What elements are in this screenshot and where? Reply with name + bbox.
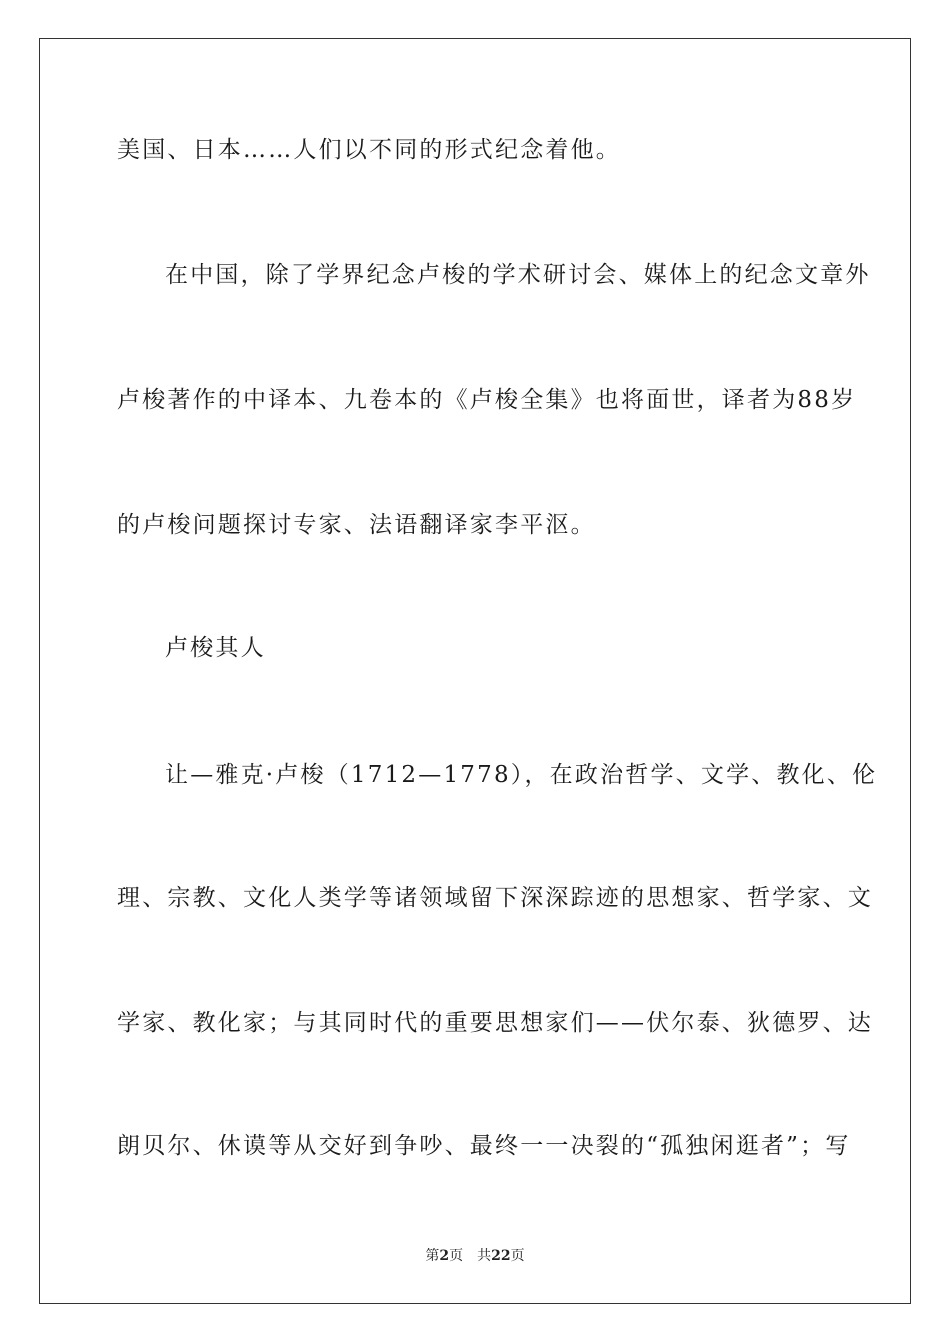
body-text-line-9: 朗贝尔、休谟等从交好到争吵、最终一一决裂的“孤独闲逛者”；写: [117, 1133, 851, 1159]
body-text-line-6: 让—雅克·卢梭（1712—1778），在政治哲学、文学、教化、伦: [165, 762, 878, 788]
body-text-line-1: 美国、日本……人们以不同的形式纪念着他。: [117, 137, 621, 163]
section-heading: 卢梭其人: [165, 635, 266, 661]
body-text-line-2: 在中国，除了学界纪念卢梭的学术研讨会、媒体上的纪念文章外: [165, 262, 871, 288]
footer-total-prefix: 共: [477, 1248, 492, 1264]
footer-page-total: 22: [491, 1248, 511, 1264]
footer-page-current: 2: [439, 1248, 450, 1264]
footer-page-suffix: 页: [449, 1248, 464, 1264]
page-border: [39, 38, 911, 1304]
page-footer: [0, 1247, 950, 1265]
body-text-line-8: 学家、教化家；与其同时代的重要思想家们——伏尔泰、狄德罗、达: [117, 1010, 873, 1036]
body-text-line-3: 卢梭著作的中译本、九卷本的《卢梭全集》也将面世，译者为88岁: [117, 387, 857, 413]
body-text-line-7: 理、宗教、文化人类学等诸领域留下深深踪迹的思想家、哲学家、文: [117, 885, 873, 911]
footer-page-prefix: 第: [425, 1248, 440, 1264]
footer-total-suffix: 页: [510, 1248, 525, 1264]
body-text-line-4: 的卢梭问题探讨专家、法语翻译家李平沤。: [117, 512, 596, 538]
